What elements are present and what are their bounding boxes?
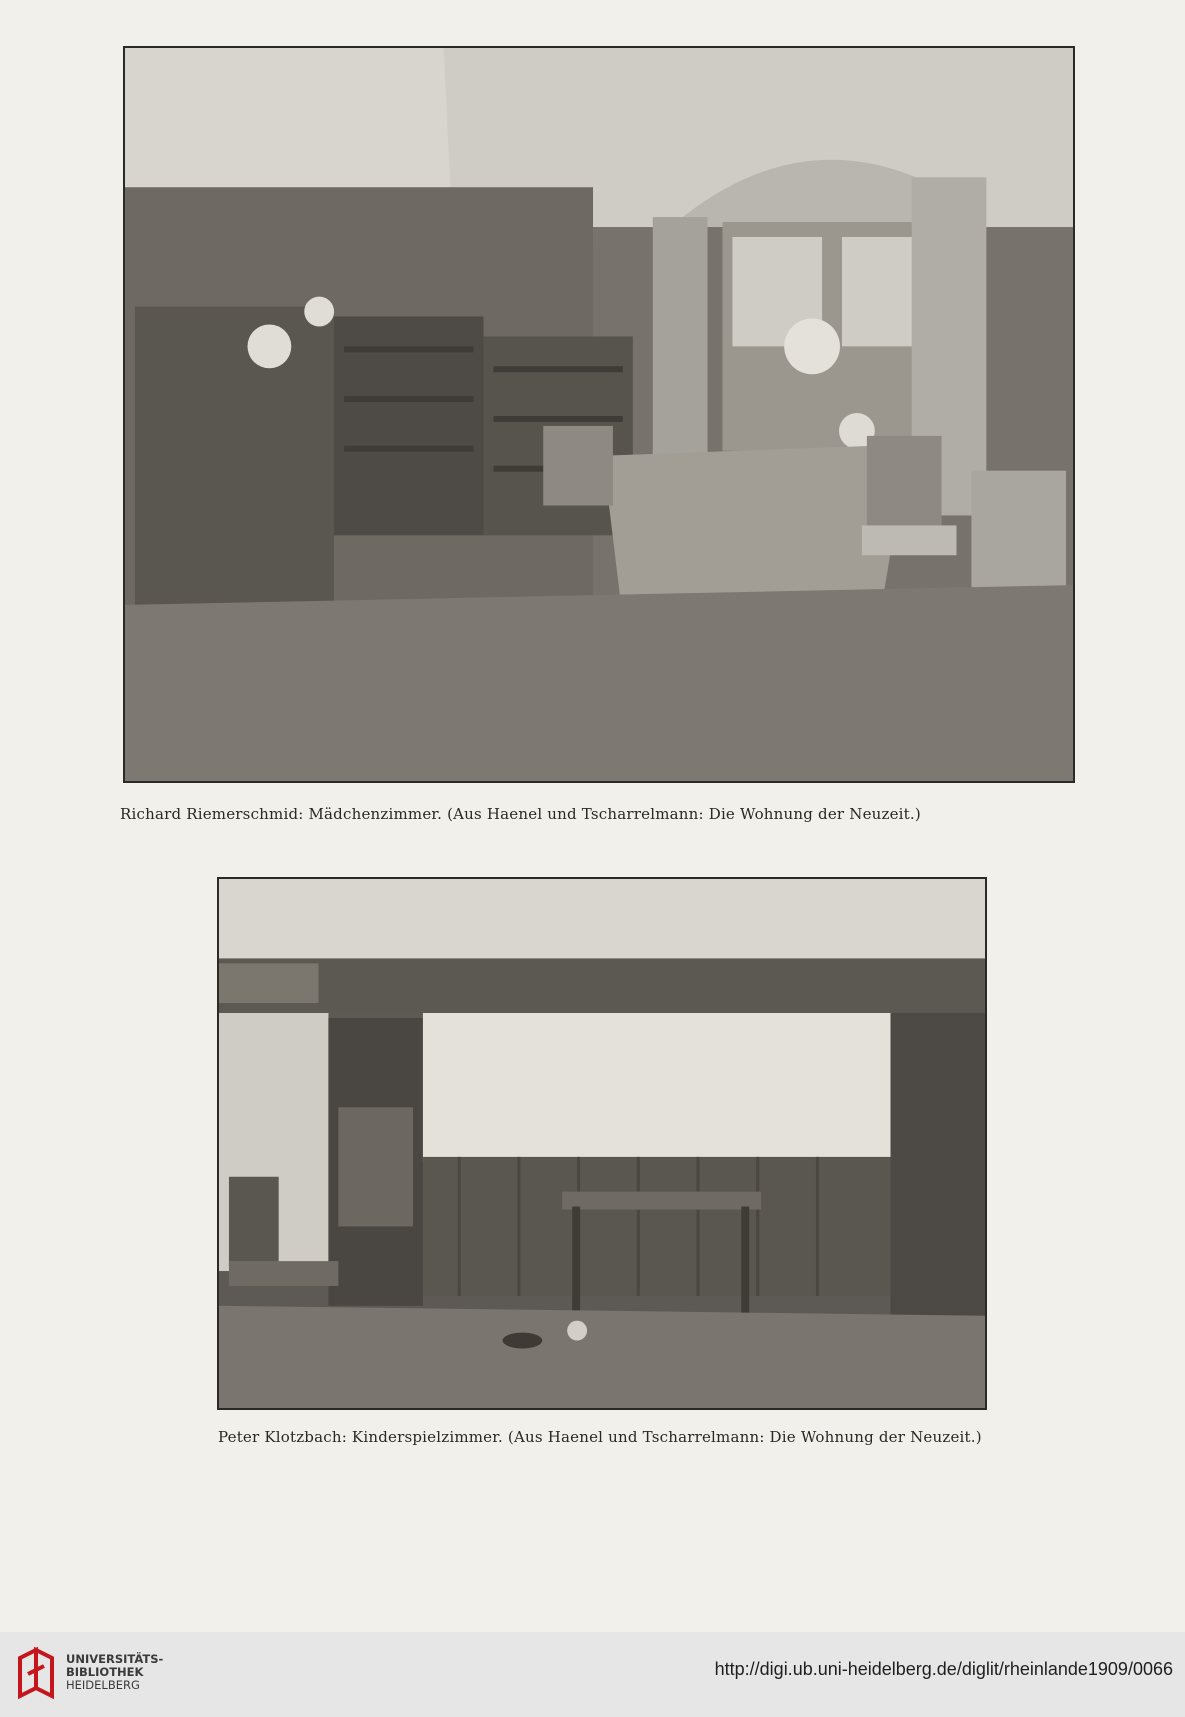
photo-maedchenzimmer	[123, 46, 1075, 783]
figure-caption-1: Richard Riemerschmid: Mädchenzimmer. (Aus Haenel und Tscharrelmann: Die Wohnung der Neuzeit.)	[120, 805, 921, 823]
footer-bar	[0, 1632, 1185, 1717]
library-name	[66, 1653, 163, 1692]
room-photo-graphic	[219, 879, 985, 1408]
library-name-line1: UNIVERSITÄTS-	[66, 1652, 164, 1666]
permalink-url[interactable]: http://digi.ub.uni-heidelberg.de/diglit/rheinlande1909/0066	[714, 1659, 1173, 1679]
university-library-logo-icon	[14, 1644, 58, 1702]
room-photo-graphic	[125, 48, 1073, 781]
library-name-line3: HEIDELBERG	[66, 1678, 140, 1692]
figure-caption-2: Peter Klotzbach: Kinderspielzimmer. (Aus Haenel und Tscharrelmann: Die Wohnung der Neuzeit.)	[218, 1428, 982, 1446]
library-name-line2: BIBLIOTHEK	[66, 1665, 144, 1679]
photo-kinderspielzimmer	[217, 877, 987, 1410]
